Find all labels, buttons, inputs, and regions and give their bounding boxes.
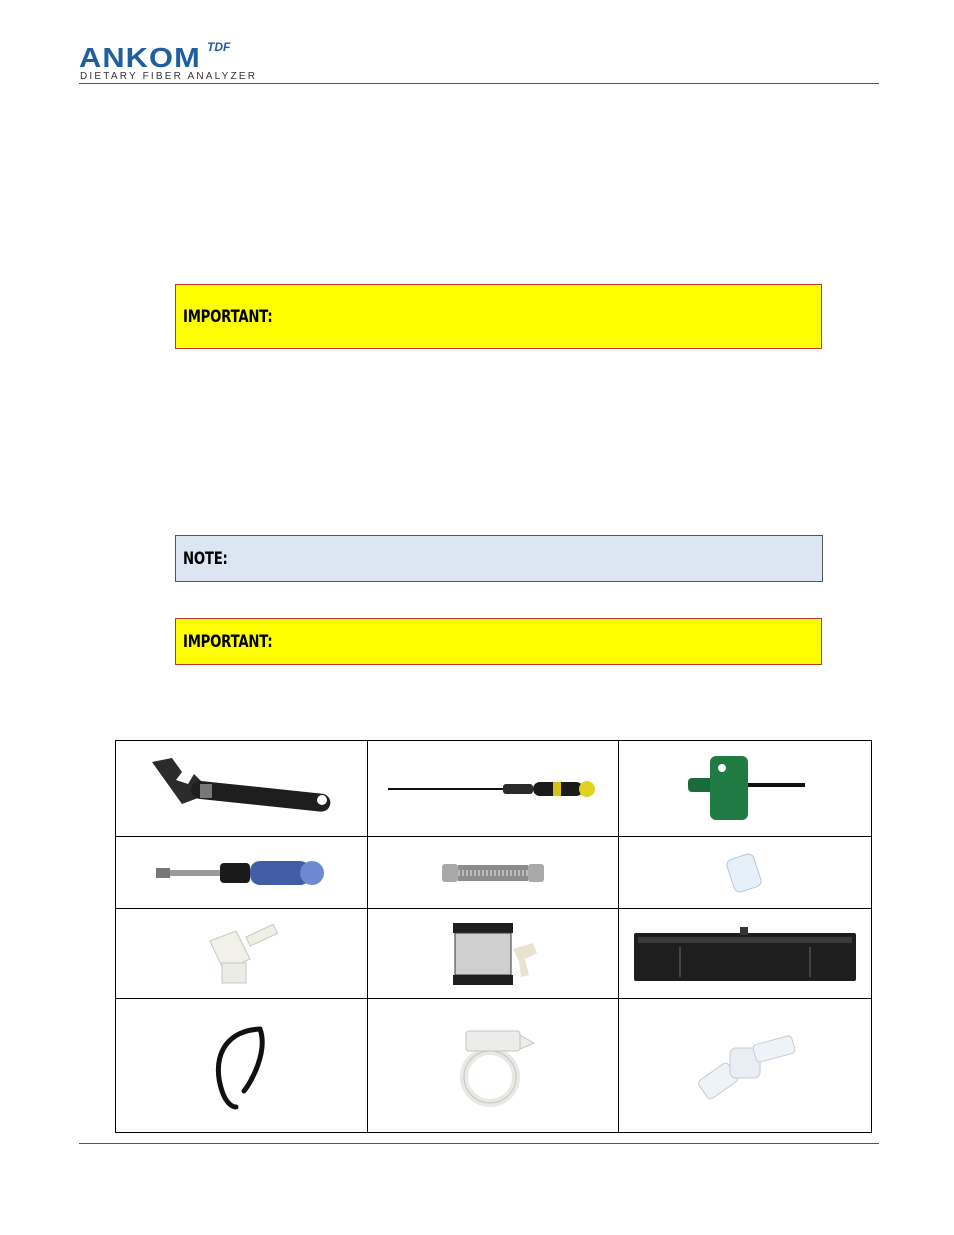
logo-superscript: TDF bbox=[207, 40, 231, 54]
logo-tagline: DIETARY FIBER ANALYZER bbox=[80, 71, 258, 82]
tools-cell bbox=[116, 909, 368, 999]
tools-cell bbox=[116, 741, 368, 837]
elbow-fitting-icon bbox=[690, 1026, 800, 1106]
tools-cell bbox=[368, 909, 619, 999]
hose-clamp-icon bbox=[448, 1021, 538, 1111]
important-callout-2 bbox=[175, 618, 822, 665]
tools-cell bbox=[619, 741, 872, 837]
logo-wordmark: ANKOM bbox=[79, 42, 201, 73]
footer-rule bbox=[79, 1143, 879, 1144]
tools-cell bbox=[116, 999, 368, 1133]
tools-cell bbox=[619, 909, 872, 999]
important-label-1: IMPORTANT: bbox=[183, 307, 273, 327]
tools-cell bbox=[368, 999, 619, 1133]
ankom-logo bbox=[79, 40, 279, 84]
white-filter-plug-icon bbox=[720, 848, 770, 898]
black-drip-tray-icon bbox=[632, 923, 858, 985]
nut-driver-icon bbox=[152, 853, 332, 893]
tools-cell bbox=[116, 837, 368, 909]
tools-cell bbox=[619, 999, 872, 1133]
important-callout-1 bbox=[175, 284, 822, 349]
header-rule bbox=[79, 83, 879, 84]
tools-cell bbox=[368, 837, 619, 909]
note-label: NOTE: bbox=[183, 549, 228, 569]
important-label-2: IMPORTANT: bbox=[183, 632, 273, 652]
long-hex-screwdriver-icon bbox=[383, 774, 603, 804]
tools-grid bbox=[115, 740, 872, 1133]
black-tubing-icon bbox=[202, 1021, 282, 1111]
adjustable-wrench-icon bbox=[142, 754, 342, 824]
hose-barb-fitting-icon bbox=[202, 919, 282, 989]
cartridge-fuse-icon bbox=[438, 858, 548, 888]
t-handle-hex-key-icon bbox=[680, 754, 810, 824]
tools-cell bbox=[368, 741, 619, 837]
note-callout bbox=[175, 535, 823, 582]
tools-cell bbox=[619, 837, 872, 909]
inline-filter-icon bbox=[433, 919, 553, 989]
